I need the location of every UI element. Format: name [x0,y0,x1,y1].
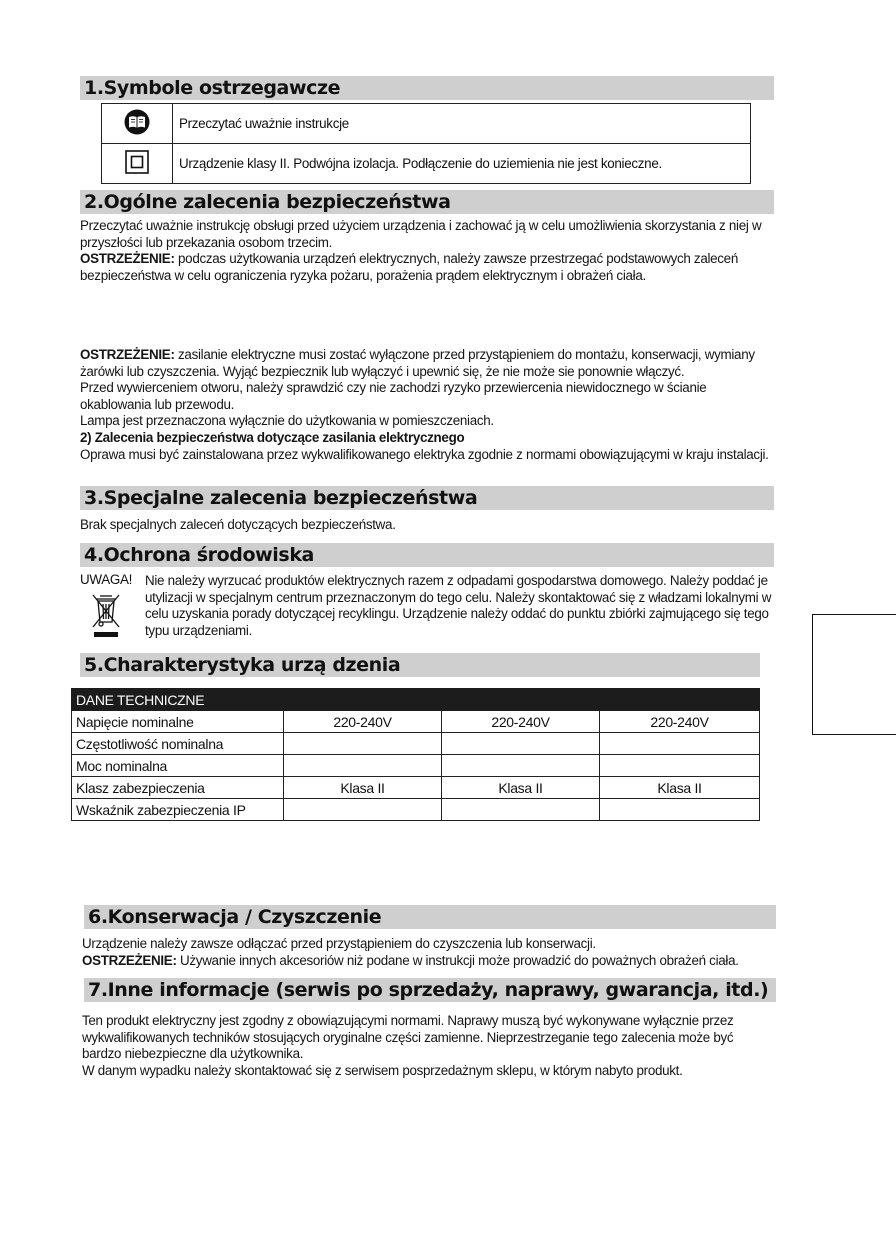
cell-value [284,755,442,777]
row-label: Częstotliwość nominalna [72,733,284,755]
table-header-row [72,689,760,711]
symbols-table [101,103,751,184]
cell-value: Klasa II [442,777,600,799]
symbol-icon-cell [102,144,173,184]
side-tab-box [812,614,896,735]
cell-value: 220-240V [442,711,600,733]
cell-value [284,799,442,821]
book-icon [123,123,151,138]
symbol-text: Przeczytać uważnie instrukcje [173,104,751,144]
cell-value [600,799,760,821]
environment-text: Nie należy wyrzucać produktów elektrycznych razem z odpadami gospodarstwa domowego. Należy poddać je utylizacji w specjalnym centrum przeznaczonym do tego celu. Należy skontaktować się z władzami lokalnymi w celu uzyskania porady dotyczącej recyklingu. Urządzenie należy oddać do punktu zbiórki zajmującego się tego typu urządzeniami. [145,573,772,638]
symbol-icon-cell [102,104,173,144]
attention-label: UWAGA! [80,572,133,587]
cell-value: 220-240V [600,711,760,733]
row-label: Moc nominalna [72,755,284,777]
other-info-text [82,1013,772,1079]
cell-value [284,733,442,755]
cell-value [600,733,760,755]
warning-text: Używanie innych akcesoriów niż podane w instrukcji może prowadzić do poważnych obrażeń ciała. [176,952,739,968]
general-safety-block-1 [80,218,780,284]
table-row [72,799,760,821]
table-row [72,711,760,733]
paragraph: Urządzenie należy zawsze odłączać przed przystąpieniem do czyszczenia lub konserwacji. [82,936,596,951]
warning-label: OSTRZEŻENIE: [80,251,175,267]
section-heading-special-safety: 3.Specjalne zalecenia bezpieczeństwa [80,486,774,510]
warning-label: OSTRZEŻENIE: [80,347,175,362]
table-row [72,755,760,777]
cell-value [442,799,600,821]
row-label: Napięcie nominalne [72,711,284,733]
crossed-bin-icon [90,592,122,645]
symbol-text: Urządzenie klasy II. Podwójna izolacja. Podłączenie do uziemienia nie jest konieczne. [173,144,751,184]
paragraph [82,953,782,970]
cell-value [442,755,600,777]
cell-value: Klasa II [600,777,760,799]
section-heading-maintenance: 6.Konserwacja / Czyszczenie [84,905,776,929]
section-heading-characteristics: 5.Charakterystyka urzą dzenia [80,653,760,677]
maintenance-text [82,936,782,969]
cell-value: Klasa II [284,777,442,799]
general-safety-block-2 [80,347,780,463]
warning-text: zasilanie elektryczne musi zostać wyłączone przed przystąpieniem do montażu, konserwacji, wymiany żarówki lub czyszczenia. Wyjąć bezpiecznik lub wyłączyć i upewnić się, że nie może sie ponownie włączyć. [80,347,755,379]
row-label: Wskaźnik zabezpieczenia IP [72,799,284,821]
cell-value [600,755,760,777]
symbol-row [102,144,751,184]
double-square-icon [125,162,149,177]
paragraph [80,347,780,380]
paragraph [80,251,780,284]
subheading: 2) Zalecenia bezpieczeństwa dotyczące zasilania elektrycznego [80,429,465,445]
section-heading-other-info: 7.Inne informacje (serwis po sprzedaży, naprawy, gwarancja, itd.) [84,978,776,1002]
warning-label: OSTRZEŻENIE: [82,952,177,968]
warning-text: podczas użytkowania urządzeń elektrycznych, należy zawsze przestrzegać podstawowych zaleceń bezpieczeństwa w celu ograniczenia ryzyka pożaru, porażenia prądem elektrycznym i obrażeń ciała. [80,251,738,283]
section-heading-symbols: 1.Symbole ostrzegawcze [80,76,774,100]
cell-value: 220-240V [284,711,442,733]
technical-data-table [71,688,760,821]
paragraph: Przed wywierceniem otworu, należy sprawdzić czy nie zachodzi ryzyko przewiercenia niewidocznego w ścianie okablowania lub przewodu. [80,380,707,412]
table-row [72,777,760,799]
paragraph: Oprawa musi być zainstalowana przez wykwalifikowanego elektryka zgodnie z normami obowiązującymi w kraju instalacji. [80,446,769,462]
paragraph: Przeczytać uważnie instrukcję obsługi przed użyciem urządzenia i zachować ją w celu umożliwienia skorzystania z niej w przyszłości lub przekazania osobom trzecim. [80,218,762,250]
paragraph: W danym wypadku należy skontaktować się z serwisem posprzedażnym sklepu, w którym nabyto produkt. [82,1062,683,1078]
section-heading-environment: 4.Ochrona środowiska [80,543,774,567]
paragraph: Lampa jest przeznaczona wyłącznie do użytkowania w pomieszczeniach. [80,413,494,429]
paragraph: Ten produkt elektryczny jest zgodny z obowiązującymi normami. Naprawy muszą być wykonywane wyłącznie przez wykwalifikowanych techników stosujących oryginalne części zamienne. Nieprzestrzeganie tego zalecenia może być bardzo niebezpieczne dla użytkownika. [82,1013,734,1062]
section-heading-general-safety: 2.Ogólne zalecenia bezpieczeństwa [80,190,774,214]
special-safety-text: Brak specjalnych zaleceń dotyczących bezpieczeństwa. [80,517,396,532]
row-label: Klasz zabezpieczenia [72,777,284,799]
cell-value [442,733,600,755]
table-header: DANE TECHNICZNE [72,689,760,711]
table-row [72,733,760,755]
symbol-row [102,104,751,144]
